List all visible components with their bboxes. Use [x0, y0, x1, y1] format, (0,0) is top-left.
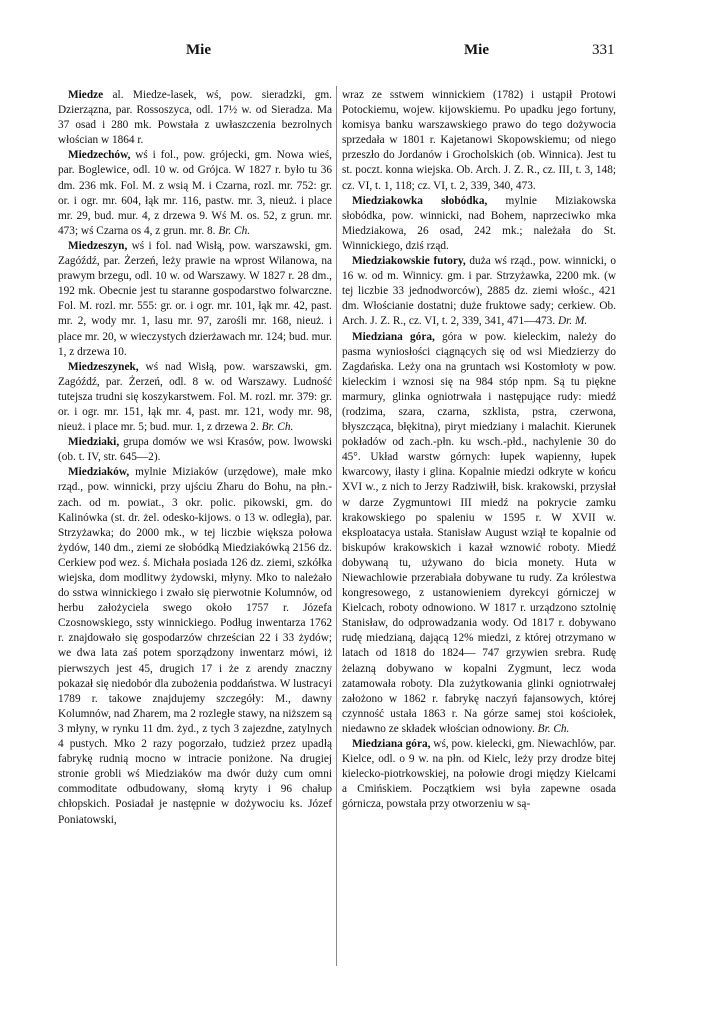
entry-headword: Miedziana góra, [352, 738, 431, 751]
entry-text: grupa domów we wsi Krasów, pow. lwowski (ob. t. IV, str. 645—2). [58, 436, 333, 464]
entry-headword: Miedzechów, [68, 149, 131, 162]
entry-text: wś, pow. kielecki, gm. Niewachlów, par. Kielce, odl. o 9 w. na płn. od Kielc, leży przy drodze bitej kielecko-piotrkowskiej, na połowie drogi między Kielcami a Cmińskiem. Początkiem wsi była zapewne osada górnicza, powstała przy otworzeniu w są- [342, 738, 616, 811]
entry-signature: Br. Ch. [218, 224, 251, 237]
entry-headword: Miedziaków, [68, 466, 130, 479]
entry-text: góra w pow. kieleckim, należy do pasma wyniosłości ciągnących się od wsi Miedzierzy do Zagdańska. Leży ona na gruntach wsi Kostomłoty w pow. kieleckim i wznosi się na 984 stóp npm. Są tu piękne marmury, glinka ogniotrwała i następujące rudy: miedź (rodzima, szara, czarna, szklista, pstra, czerwona, błyszcząca, błękitna), piryt miedziany i malachit. Kierunek pokładów od zach.-płn. ku wsch.-płd., nachylenie 30 do 45°. Układ warstw górnych: łupek wapienny, łupek kwarcowy, iłasty i glina. Kopalnie miedzi odkryte w końcu XVI w., z nich to Jerzy Radziwiłł, bisk. krakowski, przysłał w darze Zygmuntowi III miedź na pokrycie zamku krakowskiego po spaleniu w 1595 r. W XVII w. eksploatacya ustała. Stanisław August wziął te kopalnie od biskupów krakowskich i kazał wznowić roboty. Miedź dobywaną tu, używano do bicia monety. Huta w Niewachlowie przerabiała dobywane tu rudy. Za królestwa kongresowego, z ustanowieniem dyrekcyi górniczej w Kielcach, roboty odnowiono. W 1817 r. urządzono sztolnię Stanisław, do odprowadzania wody. Od 1817 r. dobywano rudę miedzianą, dającą 12% miedzi, z której otrzymano w latach od 1818 do 1824— 747 grzywien srebra. Rudę żelazną dobywano w kopalni Zygmunt, lecz woda zatamowała roboty. Dla zużytkowania glinki ogniotrwałej założono w 1862 r. fabrykę naczyń fajansowych, której czynność ustała 1863 r. Na górze samej stoi kościołek, niedawno ze składek włościan odnowiony. [342, 330, 616, 735]
dictionary-entry [58, 435, 332, 465]
dictionary-entry [58, 465, 332, 827]
dictionary-entry-continued [342, 88, 616, 194]
entry-headword: Miedziakowskie futory, [352, 255, 466, 268]
left-column [58, 88, 332, 828]
entry-headword: Miedziakowka słobódka, [352, 194, 488, 207]
entry-headword: Miedze [68, 89, 104, 101]
dictionary-entry [58, 148, 332, 239]
entry-headword: Miedzeszynek, [68, 360, 139, 373]
dictionary-entry [342, 737, 616, 812]
entry-text: al. Miedze-lasek, wś, pow. sieradzki, gm. Dzierzązna, par. Rossoszyca, odl. 17½ w. od Sieradza. Ma 37 osad i 280 mk. Powstała z uwłaszczenia bezrolnych włościan w 1864 r. [58, 89, 332, 147]
entry-headword: Miedzeszyn, [68, 239, 128, 252]
running-head-right: Mie [464, 42, 489, 58]
right-column [342, 88, 616, 813]
dictionary-entry [342, 254, 616, 329]
entry-text: duża wś rząd., pow. winnicki, o 16 w. od m. Winnicy. gm. i par. Strzyżawka, 2200 mk. (w tej liczbie 33 jednodworców), 2885 dz. ziemi włośc., 421 dm. Włościanie dostatni; duże fruktowe sady; cerkiew. Ob. Arch. J. Z. R., cz. VI, t. 2, 339, 341, 471—473. [342, 255, 617, 328]
entry-signature: Dr. M. [558, 315, 588, 328]
entry-headword: Miedziaki, [68, 436, 120, 449]
dictionary-entry [342, 194, 616, 254]
page-number: 331 [592, 42, 615, 58]
entry-text: wś i fol. nad Wisłą, pow. warszawski, gm. Zagóźdź, par. Żerzeń, leży prawie na wprost Wilanowa, na prawym brzegu, odl. 10 w. od Warszawy. W 1827 r. 28 dm., 192 mk. Obecnie jest tu staranne gospodarstwo folwarczne. Fol. M. rozl. mr. 555: gr. or. i ogr. mr. 101, łąk mr. 42, past. mr. 2, wody mr. 1, lasu mr. 97, zarośli mr. 168, nieuż. i place mr. 20, w wieczystych dzierżawach mr. 124; bud. mur. 1, z drzewa 10. [58, 239, 332, 358]
dictionary-entry [58, 239, 332, 360]
column-divider [336, 86, 337, 966]
entry-text: wś nad Wisłą, pow. warszawski, gm. Zagóźdź, par. Żerzeń, odl. 8 w. od Warszawy. Ludność tutejsza trudni się koszykarstwem. Fol. M. rozl. mr. 379: gr. or. i ogr. mr. 151, łąk mr. 4, past. mr. 121, wody mr. 98, nieuż. i place mr. 5; bud. mur. 1, z drzewa 2. [58, 360, 332, 434]
entry-signature: Br. Ch. [537, 722, 570, 735]
running-head-left: Mie [186, 42, 211, 58]
entry-text: mylnie Miziakowska słobódka, pow. winnicki, nad Bohem, naprzeciwko mka Miedziakowa, 26 osad, 242 mk.; należała do St. Winnickiego, dziś rząd. [342, 194, 616, 252]
entry-headword: Miedziana góra, [352, 330, 435, 343]
entry-text: wś i fol., pow. grójecki, gm. Nowa wieś, par. Boglewice, odl. 10 w. od Grójca. W 1827 r. było tu 36 dm. 236 mk. Fol. M. z wsią M. i Czarna, rozl. mr. 752: gr. or. i ogr. mr. 604, łąk mr. 116, pastw. mr. 3, nieuż. i place mr. 29, bud. mur. 4, z drzewa 9. Wś M. os. 52, z grun. mr. 473; wś Czarna os 4, z grun. mr. 8. [58, 149, 332, 237]
dictionary-entry [58, 360, 332, 435]
entry-text: mylnie Miziaków (urzędowe), małe mko rząd., pow. winnicki, przy ujściu Zharu do Bohu, na płn.-zach. od m. powiat., 3 okr. polic. pikowski, gm. do Kalinówka (st. dr. żel. odesko-kijows. o 13 w. odległa), par. Strzyżawka; do 2000 mk., w tej liczbie większa połowa żydów, 140 dm., ziemi ze słobódką Miedziakówką 2156 dz. Cerkiew pod wez. ś. Michała posiada 126 dz. ziemi, szkółka wiejska, dom modlitwy żydowski, młyny. Mko to należało do sstwa winnickiego i zwało się pierwotnie Kolumnów, od herbu założyciela swego około 1757 r. Józefa Czosnowskiego, ssty winnickiego. Podług inwentarza 1762 r. znajdowało się gospodarzów chrześcian 22 i 33 żydów; we dwa lata zaś potem sporządzony inwentarz mówi, iż pierwszych jest 45, drugich 17 i że z arendy znaczny pokazał się niedobór dla zubożenia poddaństwa. W lustracyi 1789 r. takowe znajdujemy szczegóły: M., dawny Kolumnów, nad Zharem, ma 2 rozległe stawy, na niższem są 3 młyny, w rynku 11 dm. żyd., z tych 3 zajezdne, zatylnych 4 pustych. Mko 2 razy pogorzało, tudzież przez upadłą fabrykę rudnią mocno w intracie poniżone. Na drugiej stronie grobli wś Miedziaków ma dwór duży cum omni commoditate odbudowany, słomą kryty i 96 chałup chłopskich. Posiadał je następnie w dożywociu ks. Józef Poniatowski, [58, 466, 332, 826]
dictionary-entry [58, 88, 332, 148]
dictionary-entry [342, 330, 616, 738]
entry-signature: Br. Ch. [261, 421, 294, 434]
page-header [0, 38, 720, 64]
entry-text: wraz ze sstwem winnickiem (1782) i ustąpił Protowi Potockiemu, wojew. kijowskiemu. Po upadku jego fortuny, komisya banku warszawskiego prawo do tego dożywocia sprzedała w 1801 r. Kajetanowi Skopowskiemu; od niego przeszło do Jordanów i Grocholskich (ob. Winnica). Jest tu st. poczt. konna wiejska. Ob. Arch. J. Z. R., cz. III, t. 3, 148; cz. VI, t. 1, 118; cz. VI, t. 2, 339, 340, 473. [342, 89, 616, 192]
